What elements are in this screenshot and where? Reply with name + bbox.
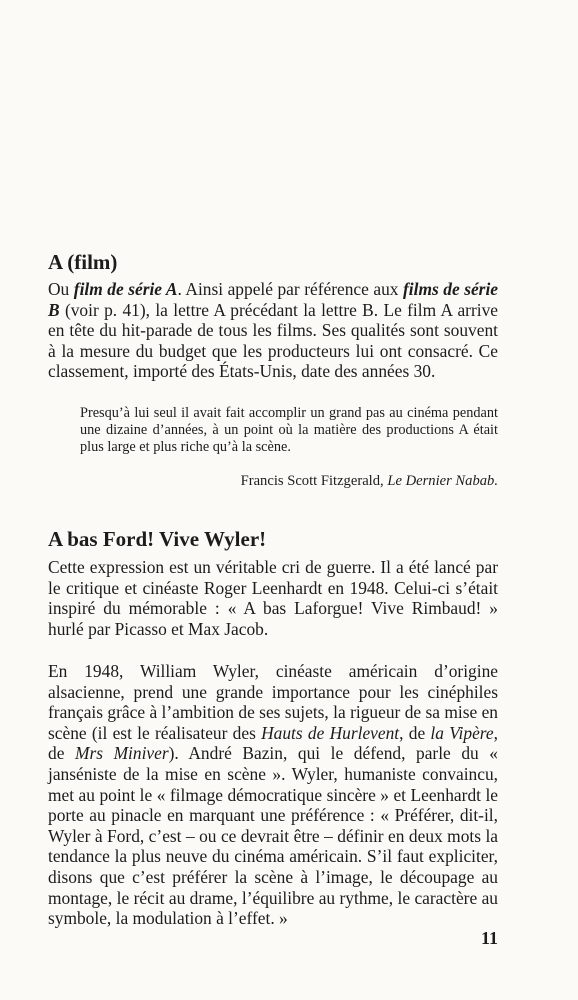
term-film-serie-a: film de série A (73, 279, 178, 299)
attribution-work: Le Dernier Nabab. (387, 473, 498, 489)
body-prefix: Ou (48, 279, 74, 299)
body-text-2: (voir p. 41), la lettre A précédant la lettre B. Le film A arrive en tête du hit-parade de tous les films. Ses qualités sont souvent à la mesure du budget que les producteurs lui ont consacré. Ce classement, importé des États-Unis, date des années 30. (48, 299, 498, 382)
para2-text-2: , de (399, 722, 431, 743)
para2-text-3: , de (48, 722, 498, 764)
film-title-mrs-miniver: Mrs Miniver (74, 743, 169, 764)
entry-body-paragraph-2 (48, 661, 498, 929)
entry-title-a-bas-ford: A bas Ford! Vive Wyler! (48, 527, 267, 551)
body-text-1: . Ainsi appelé par référence aux (177, 279, 403, 299)
citation-attribution (241, 473, 498, 490)
entry-body-paragraph-1: Cette expression est un véritable cri de guerre. Il a été lancé par le critique et cinéaste Roger Leenhardt en 1948. Celui-ci s’était inspiré du mémorable : « A bas Laforgue! Vive Rimbaud! » hurlé par Picasso et Max Jacob. (48, 557, 498, 639)
citation-quote: Presqu’à lui seul il avait fait accomplir un grand pas au cinéma pendant une dizaine d’années, à un point où la matière des productions A était plus large et plus riche qu’à la scène. (80, 405, 498, 455)
page-number: 11 (480, 928, 498, 948)
term-films-serie-b: films de série B (48, 279, 498, 320)
film-title-hauts-de-hurlevent: Hauts de Hurlevent (261, 722, 400, 743)
entry-title-a-film: A (film) (48, 250, 118, 274)
para2-text-1: En 1948, William Wyler, cinéaste américain d’origine alsacienne, prend une grande importance pour les cinéphiles français grâce à l’ambition de ses sujets, la rigueur de sa mise en scène (il est le réalisateur des (48, 661, 498, 743)
film-title-la-vipere: la Vipère (430, 722, 494, 743)
entry-body-a-film (48, 279, 498, 382)
attribution-author: Francis Scott Fitzgerald, (240, 473, 388, 489)
book-page (48, 0, 498, 1000)
para2-text-4: ). André Bazin, qui le défend, parle du « janséniste de la mise en scène ». Wyler, humaniste convaincu, met au point le « filmage démocratique sincère » et Leenhardt le porte au pinacle en marquant une préférence : « Préférer, dit-il, Wyler à Ford, c’est – ou ce devrait être – définir en deux mots la tendance la plus neuve du cinéma américain. S’il faut expliciter, disons que c’est préférer la scène à l’image, le découpage au montage, le récit au drame, l’équilibre au rythme, le caractère au symbole, la modulation à l’effet. » (48, 743, 498, 929)
